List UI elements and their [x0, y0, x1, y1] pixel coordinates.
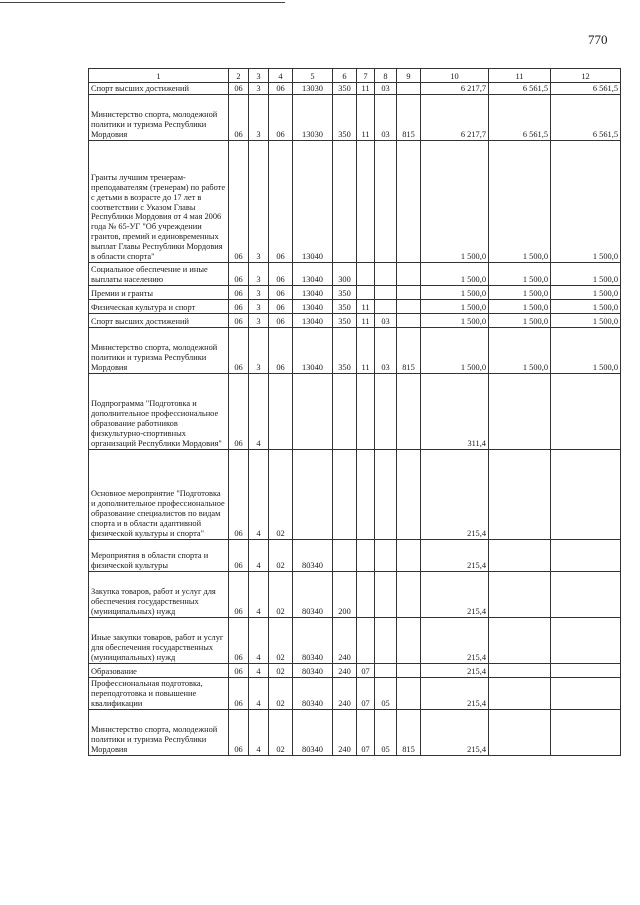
row-code-6: 240 — [333, 618, 357, 664]
col-header: 9 — [397, 69, 421, 83]
row-amount-12: 1 500,0 — [551, 286, 621, 300]
row-code-7 — [357, 263, 375, 286]
row-code-3: 4 — [249, 450, 269, 540]
row-amount-11 — [489, 710, 551, 756]
row-code-7: 07 — [357, 664, 375, 678]
row-name: Спорт высших достижений — [89, 314, 229, 328]
table-row — [89, 300, 621, 314]
row-code-2: 06 — [229, 300, 249, 314]
row-code-8 — [375, 618, 397, 664]
table-row — [89, 450, 621, 540]
col-header: 5 — [293, 69, 333, 83]
row-code-5: 13040 — [293, 286, 333, 300]
row-code-7 — [357, 286, 375, 300]
row-code-2: 06 — [229, 141, 249, 263]
row-name: Физическая культура и спорт — [89, 300, 229, 314]
row-code-6: 240 — [333, 678, 357, 710]
row-code-2: 06 — [229, 95, 249, 141]
row-code-9 — [397, 263, 421, 286]
row-amount-12 — [551, 664, 621, 678]
table-row — [89, 572, 621, 618]
row-code-4: 06 — [269, 328, 293, 374]
col-header: 8 — [375, 69, 397, 83]
row-code-7 — [357, 141, 375, 263]
row-amount-11 — [489, 664, 551, 678]
row-name: Профессиональная подготовка, переподготовка и повышение квалификации — [89, 678, 229, 710]
row-name: Гранты лучшим тренерам-преподавателям (тренерам) по работе с детьми в возрасте до 17 лет в соответствии с Указом Главы Республики Мордовия от 4 мая 2006 года № 65-УГ "Об учреждении грантов, премий и единовременных выплат Главы Республики Мордовия в области спорта" — [89, 141, 229, 263]
row-code-3: 4 — [249, 664, 269, 678]
row-code-7 — [357, 540, 375, 572]
row-code-2: 06 — [229, 314, 249, 328]
row-code-5: 13040 — [293, 141, 333, 263]
table-row — [89, 618, 621, 664]
row-code-9 — [397, 300, 421, 314]
row-amount-11: 6 561,5 — [489, 83, 551, 95]
row-code-7: 11 — [357, 95, 375, 141]
row-code-6 — [333, 450, 357, 540]
row-code-6: 350 — [333, 300, 357, 314]
row-code-3: 4 — [249, 540, 269, 572]
row-code-2: 06 — [229, 286, 249, 300]
row-code-5 — [293, 450, 333, 540]
row-amount-11: 1 500,0 — [489, 141, 551, 263]
row-amount-10: 215,4 — [421, 710, 489, 756]
row-code-7: 11 — [357, 300, 375, 314]
row-code-4: 06 — [269, 263, 293, 286]
row-code-7: 11 — [357, 83, 375, 95]
row-code-6: 240 — [333, 710, 357, 756]
row-code-4: 02 — [269, 450, 293, 540]
row-code-2: 06 — [229, 450, 249, 540]
row-code-8 — [375, 141, 397, 263]
table-row — [89, 374, 621, 450]
row-amount-11 — [489, 374, 551, 450]
row-amount-12 — [551, 572, 621, 618]
row-code-2: 06 — [229, 572, 249, 618]
row-code-4: 06 — [269, 286, 293, 300]
row-amount-12 — [551, 540, 621, 572]
row-code-3: 3 — [249, 300, 269, 314]
row-name: Закупка товаров, работ и услуг для обеспечения государственных (муниципальных) нужд — [89, 572, 229, 618]
row-amount-12: 1 500,0 — [551, 300, 621, 314]
col-header: 6 — [333, 69, 357, 83]
row-amount-10: 6 217,7 — [421, 83, 489, 95]
table-row — [89, 540, 621, 572]
row-code-7: 11 — [357, 328, 375, 374]
row-amount-11: 1 500,0 — [489, 263, 551, 286]
page-number: 770 — [588, 32, 608, 47]
row-code-2: 06 — [229, 328, 249, 374]
row-amount-10: 1 500,0 — [421, 328, 489, 374]
row-code-8: 05 — [375, 710, 397, 756]
table-row — [89, 83, 621, 95]
row-code-5: 80340 — [293, 572, 333, 618]
row-code-5 — [293, 374, 333, 450]
top-rule — [0, 2, 285, 3]
row-code-2: 06 — [229, 678, 249, 710]
row-amount-10: 1 500,0 — [421, 263, 489, 286]
row-code-3: 4 — [249, 710, 269, 756]
row-code-5: 80340 — [293, 540, 333, 572]
row-code-4: 06 — [269, 141, 293, 263]
row-name: Образование — [89, 664, 229, 678]
row-name: Мероприятия в области спорта и физической культуры — [89, 540, 229, 572]
row-code-9 — [397, 450, 421, 540]
row-amount-12: 6 561,5 — [551, 95, 621, 141]
row-code-7: 07 — [357, 710, 375, 756]
row-code-5: 13040 — [293, 263, 333, 286]
row-amount-10: 215,4 — [421, 540, 489, 572]
header-row — [89, 69, 621, 83]
table-row — [89, 664, 621, 678]
row-amount-11 — [489, 540, 551, 572]
row-amount-11 — [489, 618, 551, 664]
row-code-6 — [333, 540, 357, 572]
row-code-4: 06 — [269, 314, 293, 328]
row-code-4 — [269, 374, 293, 450]
row-code-9 — [397, 664, 421, 678]
row-code-4: 06 — [269, 300, 293, 314]
row-code-6: 200 — [333, 572, 357, 618]
row-code-7 — [357, 450, 375, 540]
row-code-6 — [333, 374, 357, 450]
row-code-5: 13040 — [293, 328, 333, 374]
row-code-4: 06 — [269, 83, 293, 95]
row-code-9 — [397, 374, 421, 450]
col-header: 3 — [249, 69, 269, 83]
row-code-4: 02 — [269, 618, 293, 664]
row-code-3: 3 — [249, 141, 269, 263]
row-amount-12: 1 500,0 — [551, 263, 621, 286]
row-code-6: 350 — [333, 328, 357, 374]
row-code-2: 06 — [229, 83, 249, 95]
row-amount-10: 215,4 — [421, 572, 489, 618]
row-name: Социальное обеспечение и иные выплаты населению — [89, 263, 229, 286]
row-code-3: 3 — [249, 314, 269, 328]
row-code-3: 4 — [249, 374, 269, 450]
row-code-9 — [397, 678, 421, 710]
row-code-2: 06 — [229, 664, 249, 678]
col-header: 2 — [229, 69, 249, 83]
row-name: Министерство спорта, молодежной политики и туризма Республики Мордовия — [89, 328, 229, 374]
row-name: Министерство спорта, молодежной политики и туризма Республики Мордовия — [89, 710, 229, 756]
budget-table-body — [89, 83, 621, 756]
row-code-7 — [357, 374, 375, 450]
row-amount-11 — [489, 572, 551, 618]
row-code-4: 02 — [269, 664, 293, 678]
row-code-8 — [375, 263, 397, 286]
row-code-9 — [397, 83, 421, 95]
row-amount-11: 1 500,0 — [489, 300, 551, 314]
row-code-8: 05 — [375, 678, 397, 710]
row-code-9: 815 — [397, 328, 421, 374]
row-amount-12 — [551, 374, 621, 450]
row-code-5: 80340 — [293, 710, 333, 756]
row-code-4: 02 — [269, 572, 293, 618]
row-amount-12: 6 561,5 — [551, 83, 621, 95]
row-code-3: 4 — [249, 678, 269, 710]
row-code-9 — [397, 286, 421, 300]
row-name: Иные закупки товаров, работ и услуг для обеспечения государственных (муниципальных) нужд — [89, 618, 229, 664]
row-amount-12 — [551, 678, 621, 710]
table-row — [89, 678, 621, 710]
table-row — [89, 286, 621, 300]
row-amount-10: 215,4 — [421, 664, 489, 678]
row-amount-10: 1 500,0 — [421, 300, 489, 314]
col-header: 11 — [489, 69, 551, 83]
row-code-7: 11 — [357, 314, 375, 328]
row-code-3: 3 — [249, 95, 269, 141]
row-name: Подпрограмма "Подготовка и дополнительное профессиональное образование работников физкультурно-спортивных организаций Республики Мордовия" — [89, 374, 229, 450]
row-code-9 — [397, 572, 421, 618]
row-amount-10: 215,4 — [421, 618, 489, 664]
row-code-8 — [375, 286, 397, 300]
row-code-8 — [375, 664, 397, 678]
row-amount-11: 1 500,0 — [489, 328, 551, 374]
row-code-5: 80340 — [293, 618, 333, 664]
row-amount-10: 215,4 — [421, 678, 489, 710]
row-amount-11 — [489, 678, 551, 710]
col-header: 12 — [551, 69, 621, 83]
row-amount-10: 311,4 — [421, 374, 489, 450]
row-code-9: 815 — [397, 710, 421, 756]
row-code-8 — [375, 572, 397, 618]
row-code-4: 06 — [269, 95, 293, 141]
table-row — [89, 95, 621, 141]
row-code-5: 13040 — [293, 300, 333, 314]
row-code-6: 350 — [333, 314, 357, 328]
row-code-3: 3 — [249, 263, 269, 286]
table-row — [89, 141, 621, 263]
table-row — [89, 328, 621, 374]
row-code-4: 02 — [269, 710, 293, 756]
row-code-6 — [333, 141, 357, 263]
row-code-3: 4 — [249, 572, 269, 618]
row-amount-10: 1 500,0 — [421, 314, 489, 328]
row-amount-10: 1 500,0 — [421, 286, 489, 300]
row-code-9 — [397, 314, 421, 328]
row-amount-12: 1 500,0 — [551, 328, 621, 374]
row-code-2: 06 — [229, 263, 249, 286]
row-amount-12 — [551, 618, 621, 664]
row-code-8: 03 — [375, 328, 397, 374]
row-amount-10: 6 217,7 — [421, 95, 489, 141]
row-amount-12 — [551, 450, 621, 540]
row-amount-11: 6 561,5 — [489, 95, 551, 141]
row-code-5: 13030 — [293, 95, 333, 141]
row-code-6: 300 — [333, 263, 357, 286]
row-code-5: 13040 — [293, 314, 333, 328]
row-code-8: 03 — [375, 314, 397, 328]
row-code-6: 350 — [333, 95, 357, 141]
row-amount-10: 1 500,0 — [421, 141, 489, 263]
row-code-8 — [375, 540, 397, 572]
col-header: 1 — [89, 69, 229, 83]
row-amount-10: 215,4 — [421, 450, 489, 540]
row-name: Спорт высших достижений — [89, 83, 229, 95]
row-code-3: 3 — [249, 83, 269, 95]
row-code-9 — [397, 141, 421, 263]
row-code-7 — [357, 572, 375, 618]
table-row — [89, 314, 621, 328]
row-amount-12: 1 500,0 — [551, 314, 621, 328]
row-code-7 — [357, 618, 375, 664]
row-name: Министерство спорта, молодежной политики и туризма Республики Мордовия — [89, 95, 229, 141]
col-header: 10 — [421, 69, 489, 83]
row-code-7: 07 — [357, 678, 375, 710]
row-code-2: 06 — [229, 618, 249, 664]
row-code-5: 13030 — [293, 83, 333, 95]
row-code-5: 80340 — [293, 664, 333, 678]
row-code-3: 4 — [249, 618, 269, 664]
table-row — [89, 263, 621, 286]
row-code-2: 06 — [229, 540, 249, 572]
row-code-8 — [375, 300, 397, 314]
row-name: Основное мероприятие "Подготовка и дополнительное профессиональное образование специалистов по видам спорта и в области адаптивной физической культуры и спорта" — [89, 450, 229, 540]
row-code-8 — [375, 450, 397, 540]
row-code-4: 02 — [269, 540, 293, 572]
row-amount-11: 1 500,0 — [489, 286, 551, 300]
row-amount-11 — [489, 450, 551, 540]
row-code-2: 06 — [229, 710, 249, 756]
row-code-9 — [397, 618, 421, 664]
row-code-3: 3 — [249, 328, 269, 374]
row-code-2: 06 — [229, 374, 249, 450]
row-amount-12 — [551, 710, 621, 756]
row-amount-12: 1 500,0 — [551, 141, 621, 263]
row-code-9: 815 — [397, 95, 421, 141]
row-code-9 — [397, 540, 421, 572]
col-header: 7 — [357, 69, 375, 83]
row-code-8: 03 — [375, 95, 397, 141]
row-code-8: 03 — [375, 83, 397, 95]
row-name: Премии и гранты — [89, 286, 229, 300]
row-code-5: 80340 — [293, 678, 333, 710]
row-code-6: 240 — [333, 664, 357, 678]
row-amount-11: 1 500,0 — [489, 314, 551, 328]
row-code-3: 3 — [249, 286, 269, 300]
row-code-6: 350 — [333, 83, 357, 95]
col-header: 4 — [269, 69, 293, 83]
row-code-4: 02 — [269, 678, 293, 710]
row-code-6: 350 — [333, 286, 357, 300]
table-row — [89, 710, 621, 756]
row-code-8 — [375, 374, 397, 450]
budget-table — [88, 68, 621, 756]
